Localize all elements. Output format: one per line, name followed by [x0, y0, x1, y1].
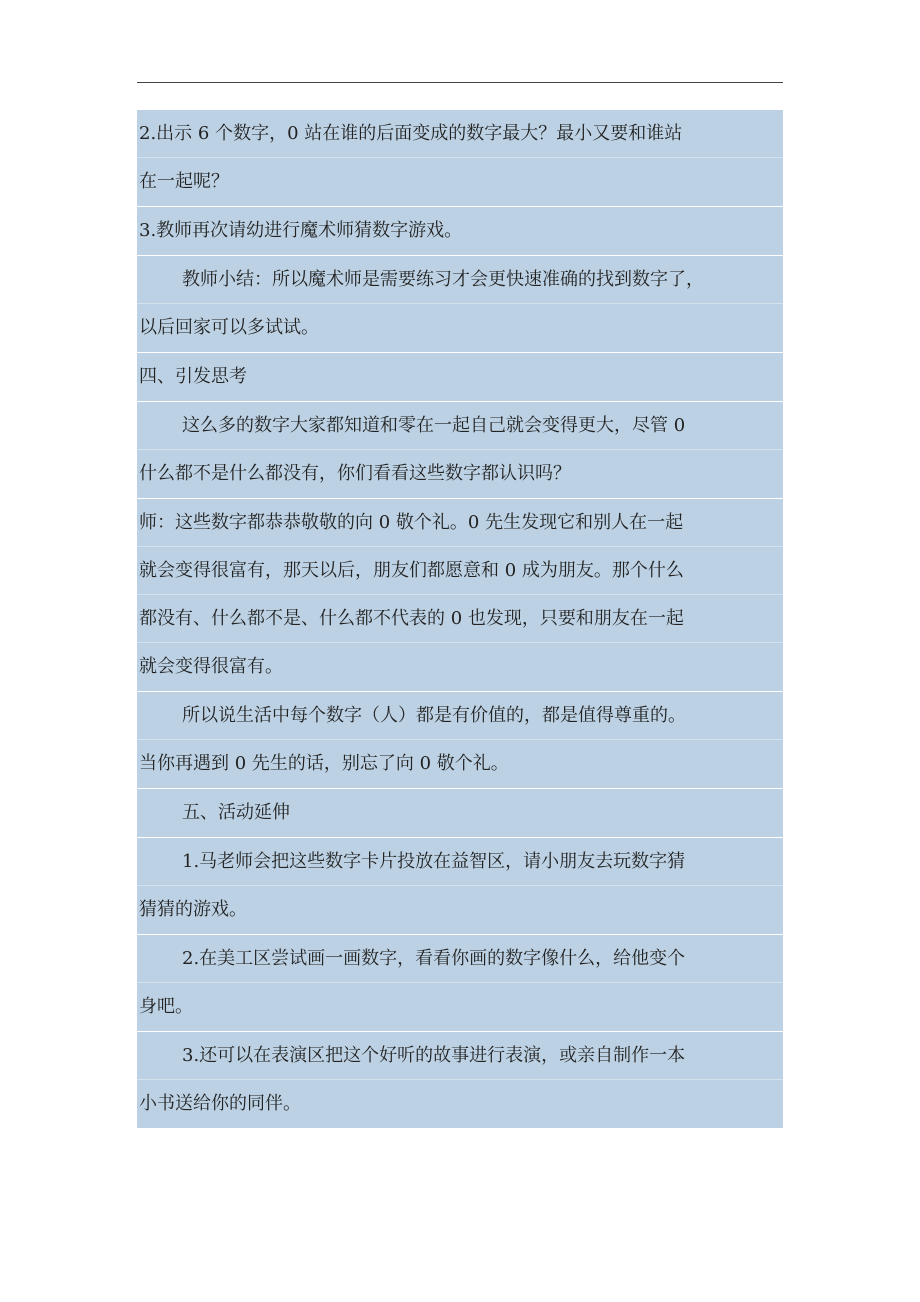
text-line: 2.出示 6 个数字，0 站在谁的后面变成的数字最大？最小又要和谁站 [137, 110, 783, 158]
paragraph-think [137, 402, 783, 499]
text-line: 2.在美工区尝试画一画数字，看看你画的数字像什么，给他变个 [137, 935, 783, 983]
text-line: 就会变得很富有。 [139, 656, 283, 677]
paragraph-value [137, 692, 783, 789]
document-body [137, 110, 783, 1129]
text-line: 在一起呢？ [139, 171, 229, 192]
header-rule [137, 82, 783, 83]
text-line: 3.还可以在表演区把这个好听的故事进行表演，或亲自制作一本 [137, 1032, 783, 1080]
text-line: 都没有、什么都不是、什么都不代表的 0 也发现，只要和朋友在一起 [137, 595, 783, 643]
text-line: 猜猜的游戏。 [139, 899, 247, 920]
text-line: 当你再遇到 0 先生的话，别忘了向 0 敬个礼。 [139, 753, 509, 774]
text-line: 1.马老师会把这些数字卡片投放在益智区，请小朋友去玩数字猜 [137, 838, 783, 886]
section-title: 五、活动延伸 [182, 802, 290, 823]
paragraph-teacher [137, 499, 783, 692]
text-line: 师：这些数字都恭恭敬敬的向 0 敬个礼。0 先生发现它和别人在一起 [137, 499, 783, 547]
paragraph-q3 [137, 207, 783, 256]
section-title: 四、引发思考 [139, 366, 247, 387]
text-line: 以后回家可以多试试。 [139, 317, 319, 338]
paragraph-ext1 [137, 838, 783, 935]
text-line: 所以说生活中每个数字（人）都是有价值的，都是值得尊重的。 [137, 692, 783, 740]
text-line: 3.教师再次请幼进行魔术师猜数字游戏。 [139, 220, 463, 241]
section-heading-4 [137, 353, 783, 402]
section-heading-5 [137, 789, 783, 838]
text-line: 这么多的数字大家都知道和零在一起自己就会变得更大，尽管 0 [137, 402, 783, 450]
paragraph-q2 [137, 110, 783, 207]
text-line: 教师小结：所以魔术师是需要练习才会更快速准确的找到数字了， [137, 256, 783, 304]
paragraph-ext3 [137, 1032, 783, 1129]
paragraph-summary [137, 256, 783, 353]
text-line: 什么都不是什么都没有，你们看看这些数字都认识吗？ [139, 463, 571, 484]
text-line: 小书送给你的同伴。 [139, 1093, 301, 1114]
paragraph-ext2 [137, 935, 783, 1032]
text-line: 身吧。 [139, 996, 193, 1017]
text-line: 就会变得很富有，那天以后，朋友们都愿意和 0 成为朋友。那个什么 [137, 547, 783, 595]
